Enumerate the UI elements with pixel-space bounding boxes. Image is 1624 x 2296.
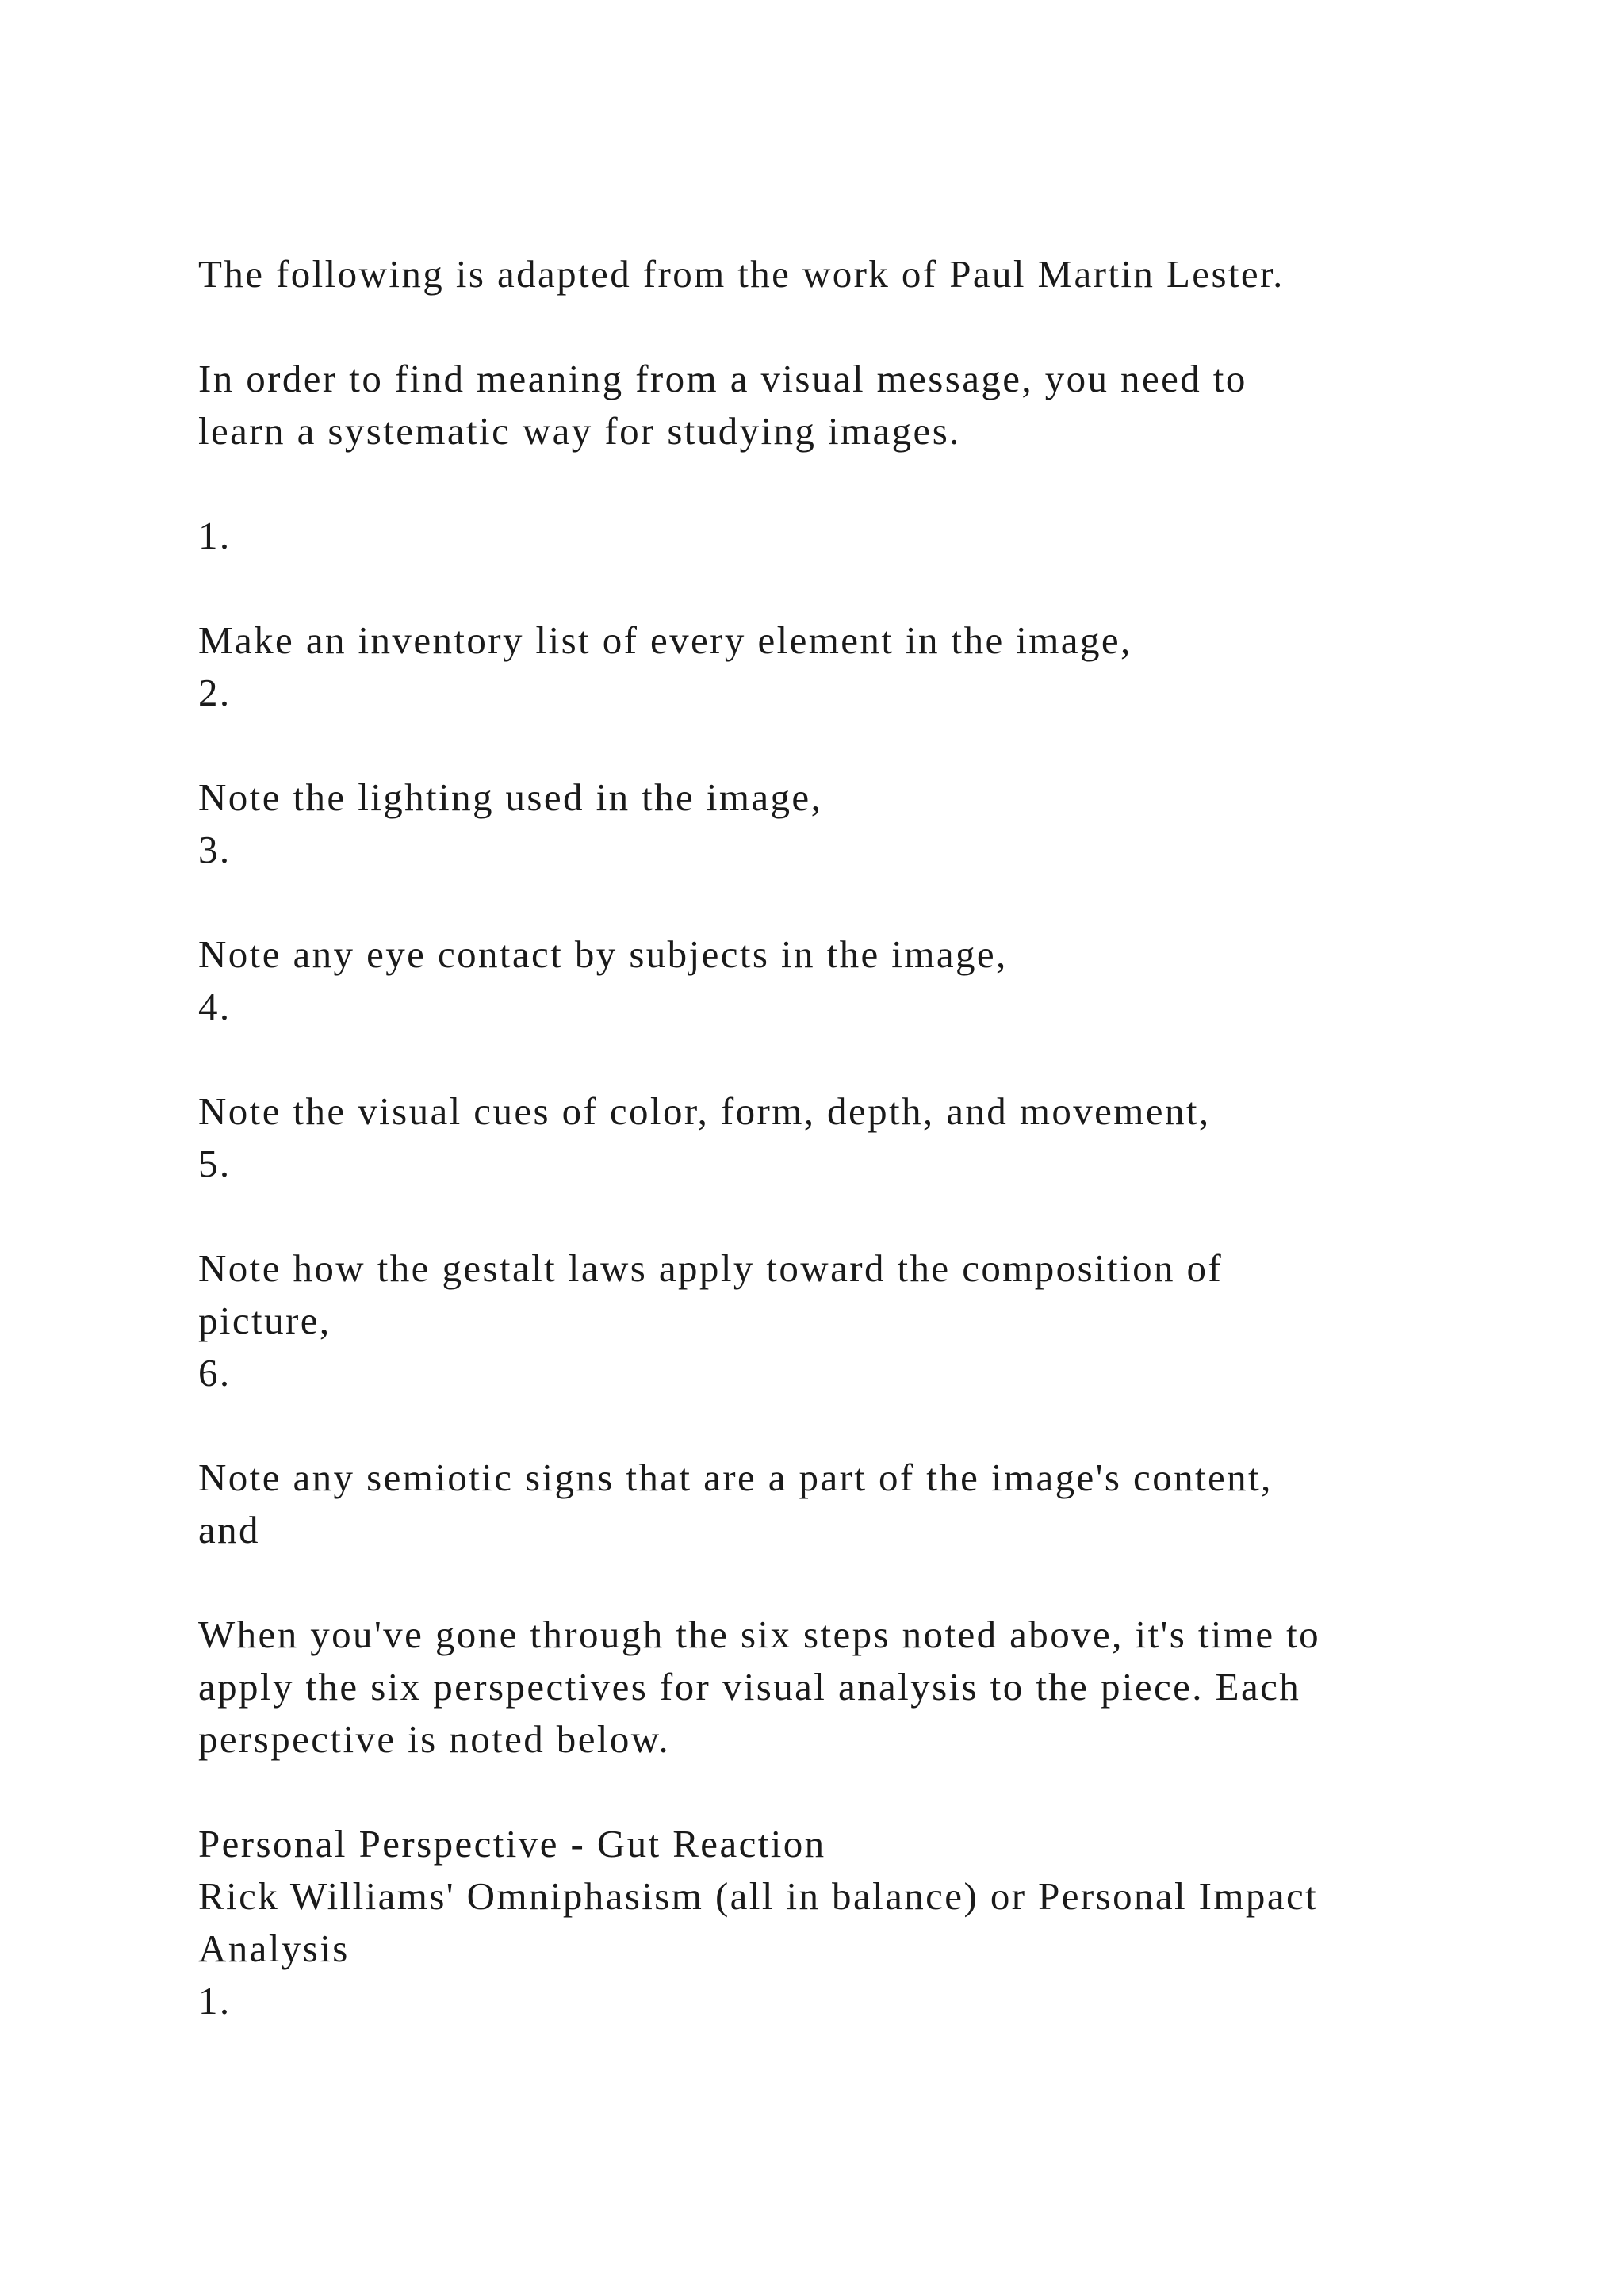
- section-heading: Personal Perspective - Gut Reaction: [198, 1822, 826, 1866]
- section-subheading: Rick Williams' Omniphasism (all in balance) or Personal Impact: [198, 1874, 1319, 1918]
- step-text: Note any semiotic signs that are a part of the image's content,: [198, 1456, 1273, 1499]
- spacer: [198, 876, 1546, 928]
- step-text: Note the visual cues of color, form, depth, and movement,: [198, 1089, 1211, 1133]
- step-text: picture,: [198, 1299, 331, 1342]
- spacer: [198, 1766, 1546, 1818]
- step-number: 1.: [198, 514, 232, 557]
- step-text: and: [198, 1508, 260, 1552]
- step-number: 5.: [198, 1142, 232, 1185]
- purpose-line: learn a systematic way for studying images.: [198, 409, 961, 453]
- spacer: [198, 562, 1546, 614]
- spacer: [198, 1033, 1546, 1085]
- step-number: 4.: [198, 985, 232, 1028]
- step-number: 3.: [198, 828, 232, 871]
- document-body: [198, 248, 1546, 2027]
- item-number: 1.: [198, 1979, 232, 2022]
- transition-line: apply the six perspectives for visual analysis to the piece. Each: [198, 1665, 1301, 1709]
- purpose-line: In order to find meaning from a visual message, you need to: [198, 357, 1247, 400]
- step-text: Note the lighting used in the image,: [198, 775, 823, 819]
- step-text: Note any eye contact by subjects in the image,: [198, 932, 1008, 976]
- transition-line: perspective is noted below.: [198, 1717, 671, 1761]
- spacer: [198, 1556, 1546, 1609]
- step-text: Make an inventory list of every element in the image,: [198, 618, 1132, 662]
- step-number: 2.: [198, 671, 232, 714]
- transition-line: When you've gone through the six steps noted above, it's time to: [198, 1613, 1321, 1656]
- spacer: [198, 1190, 1546, 1242]
- step-text: Note how the gestalt laws apply toward the composition of: [198, 1246, 1224, 1290]
- section-subheading: Analysis: [198, 1927, 350, 1970]
- step-number: 6.: [198, 1351, 232, 1395]
- attribution-line: The following is adapted from the work of Paul Martin Lester.: [198, 252, 1285, 296]
- spacer: [198, 719, 1546, 771]
- spacer: [198, 457, 1546, 510]
- spacer: [198, 300, 1546, 353]
- spacer: [198, 1399, 1546, 1452]
